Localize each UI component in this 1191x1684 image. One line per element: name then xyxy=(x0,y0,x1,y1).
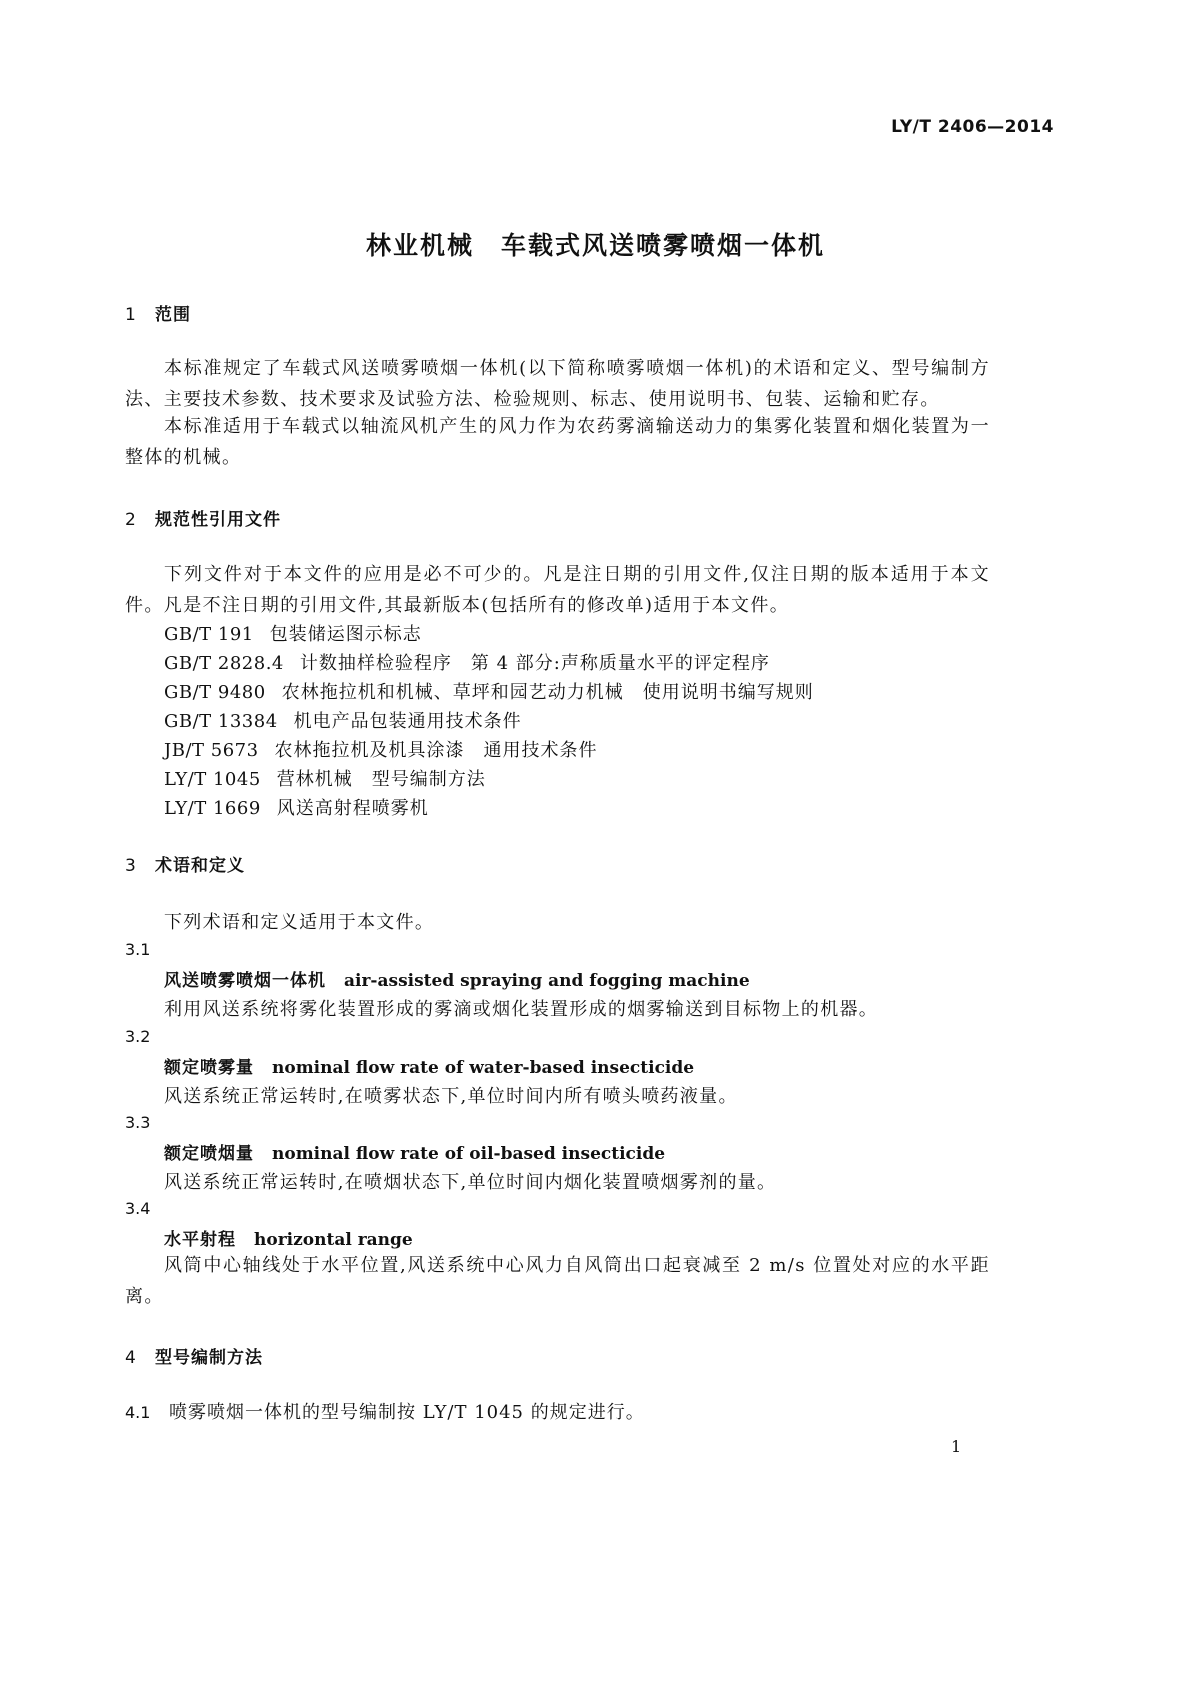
clause-text: 喷雾喷烟一体机的型号编制按 LY/T 1045 的规定进行。 xyxy=(169,1402,645,1423)
reference-item xyxy=(164,649,770,675)
term-zh: 额定喷烟量 xyxy=(164,1144,254,1164)
paragraph: 下列术语和定义适用于本文件。 xyxy=(164,912,435,933)
reference-title: 包装储运图示标志 xyxy=(269,624,422,645)
term-en: horizontal range xyxy=(254,1230,413,1250)
section-number: 4 xyxy=(125,1348,137,1368)
term-zh: 额定喷雾量 xyxy=(164,1058,254,1078)
standard-code: LY/T 2406—2014 xyxy=(891,117,1054,137)
section-heading-normative-references xyxy=(125,505,281,530)
term-zh: 风送喷雾喷烟一体机 xyxy=(164,971,326,991)
term-number: 3.1 xyxy=(125,940,151,959)
term-heading xyxy=(164,1139,665,1164)
section-number: 3 xyxy=(125,856,137,876)
section-heading-terms-and-definitions xyxy=(125,851,245,876)
term-number: 3.3 xyxy=(125,1113,151,1132)
term-heading xyxy=(164,1225,413,1250)
term-zh: 水平射程 xyxy=(164,1230,236,1250)
reference-title: 机电产品包装通用技术条件 xyxy=(293,711,522,732)
document-title xyxy=(0,226,1191,262)
section-title: 范围 xyxy=(155,305,191,325)
reference-title: 计数抽样检验程序 第 4 部分:声称质量水平的评定程序 xyxy=(299,653,770,674)
paragraph: 下列文件对于本文件的应用是必不可少的。凡是注日期的引用文件,仅注日期的版本适用于本文件。凡是不注日期的引用文件,其最新版本(包括所有的修改单)适用于本文件。 xyxy=(125,564,990,616)
clause-number: 4.1 xyxy=(125,1403,151,1422)
reference-code: LY/T 1045 xyxy=(164,769,261,790)
title-part-2: 车载式风送喷雾喷烟一体机 xyxy=(501,231,826,260)
section-title: 规范性引用文件 xyxy=(155,510,281,530)
term-en: air-assisted spraying and fogging machine xyxy=(344,971,750,991)
term-en: nominal flow rate of water-based insecticide xyxy=(272,1058,695,1078)
reference-title: 营林机械 型号编制方法 xyxy=(276,769,486,790)
term-definition: 利用风送系统将雾化装置形成的雾滴或烟化装置形成的烟雾输送到目标物上的机器。 xyxy=(164,999,879,1020)
term-number: 3.2 xyxy=(125,1027,151,1046)
term-number: 3.4 xyxy=(125,1199,151,1218)
title-part-1: 林业机械 xyxy=(365,231,474,260)
term-definition: 风送系统正常运转时,在喷雾状态下,单位时间内所有喷头喷药液量。 xyxy=(164,1086,738,1107)
reference-code: GB/T 13384 xyxy=(164,711,278,732)
reference-code: GB/T 9480 xyxy=(164,682,266,703)
reference-item xyxy=(164,707,522,733)
reference-item xyxy=(164,620,422,646)
paragraph: 本标准规定了车载式风送喷雾喷烟一体机(以下简称喷雾喷烟一体机)的术语和定义、型号编制方法、主要技术参数、技术要求及试验方法、检验规则、标志、使用说明书、包装、运输和贮存。 xyxy=(125,358,990,410)
paragraph: 本标准适用于车载式以轴流风机产生的风力作为农药雾滴输送动力的集雾化装置和烟化装置为一整体的机械。 xyxy=(125,416,990,468)
reference-item xyxy=(164,765,486,791)
term-heading xyxy=(164,1053,694,1078)
reference-title: 农林拖拉机和机械、草坪和园艺动力机械 使用说明书编写规则 xyxy=(281,682,814,703)
reference-code: GB/T 191 xyxy=(164,624,254,645)
reference-item xyxy=(164,736,598,762)
section-heading-scope xyxy=(125,300,191,325)
section-number: 2 xyxy=(125,510,137,530)
section-number: 1 xyxy=(125,305,137,325)
page-number: 1 xyxy=(951,1437,962,1456)
section-title: 术语和定义 xyxy=(155,856,245,876)
term-definition: 风筒中心轴线处于水平位置,风送系统中心风力自风筒出口起衰减至 2 m/s 位置处对应的水平距离。 xyxy=(125,1255,990,1307)
term-en: nominal flow rate of oil-based insecticide xyxy=(272,1144,666,1164)
reference-code: LY/T 1669 xyxy=(164,798,261,819)
section-title: 型号编制方法 xyxy=(155,1348,263,1368)
section-heading-model-designation xyxy=(125,1343,263,1368)
term-heading xyxy=(164,966,750,991)
reference-title: 风送高射程喷雾机 xyxy=(276,798,429,819)
term-definition: 风送系统正常运转时,在喷烟状态下,单位时间内烟化装置喷烟雾剂的量。 xyxy=(164,1172,777,1193)
reference-code: JB/T 5673 xyxy=(164,740,259,761)
clause xyxy=(125,1398,645,1424)
reference-code: GB/T 2828.4 xyxy=(164,653,284,674)
reference-item xyxy=(164,678,814,704)
reference-item xyxy=(164,794,429,820)
reference-title: 农林拖拉机及机具涂漆 通用技术条件 xyxy=(274,740,598,761)
